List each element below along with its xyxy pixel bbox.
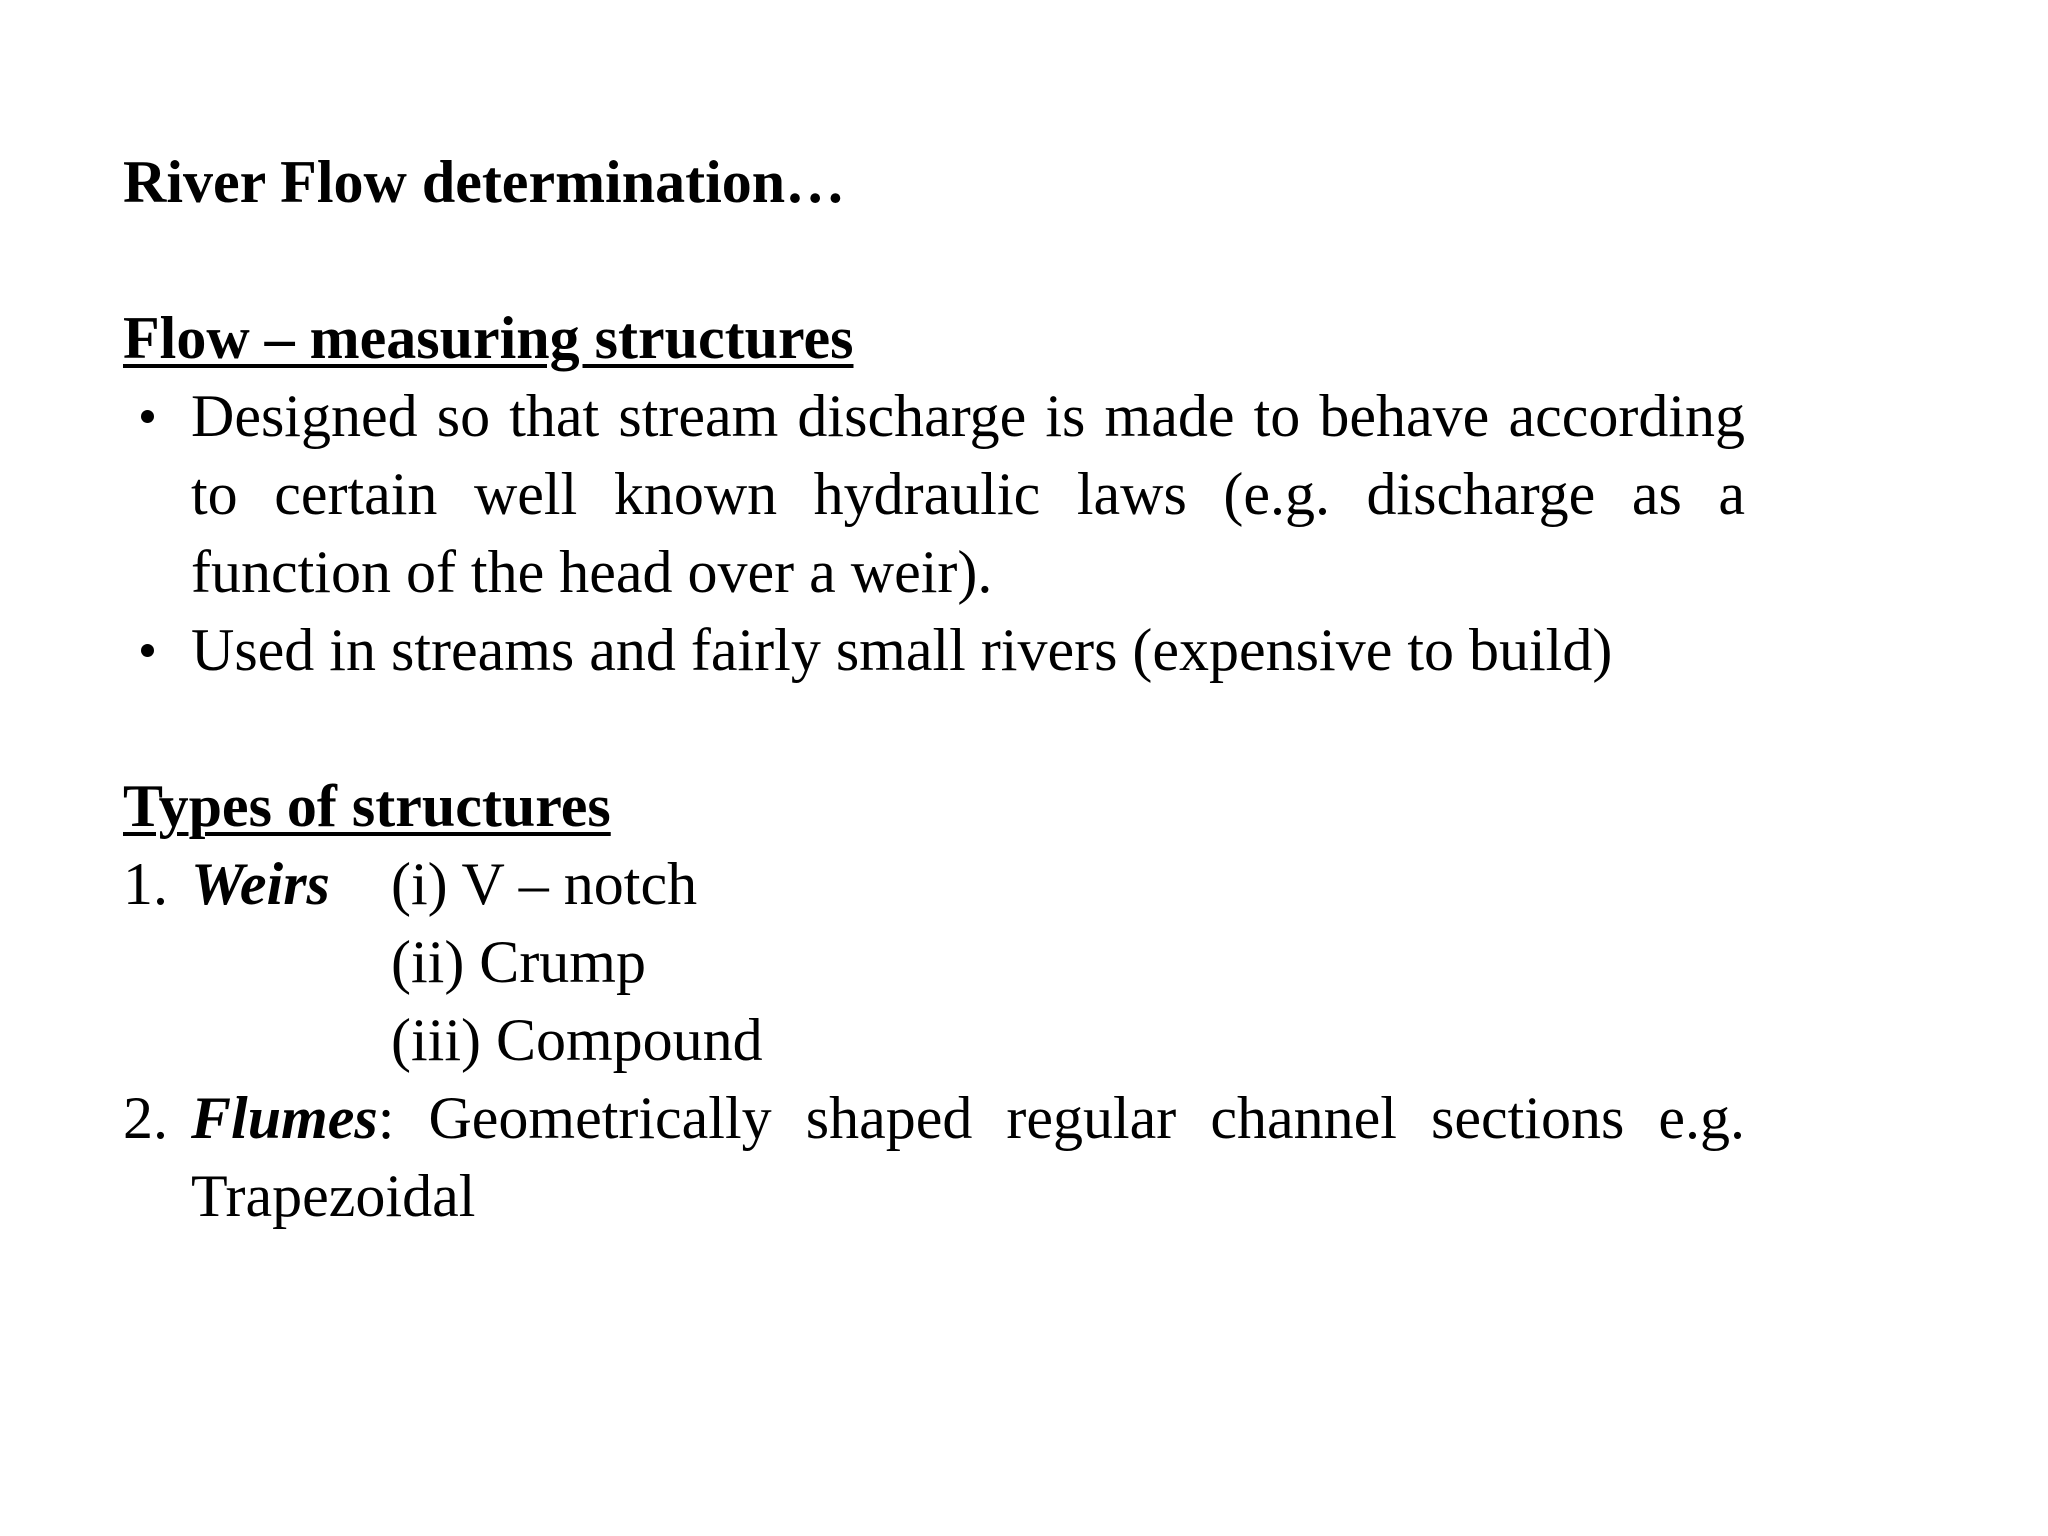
- document-page: [123, 143, 1745, 1235]
- list-item-weirs: [123, 845, 1745, 1079]
- flumes-label: Flumes: [191, 1085, 378, 1151]
- bullet-list: [123, 377, 1745, 689]
- item-number: 2.: [123, 1085, 168, 1151]
- bullet-icon: [141, 644, 154, 657]
- spacer: [123, 221, 1745, 299]
- section-heading-flow-measuring: Flow – measuring structures: [123, 305, 854, 371]
- weir-type: (iii) Compound: [391, 1007, 763, 1073]
- bullet-text: Designed so that stream discharge is made to behave according to certain well known hydraulic laws (e.g. discharge as a function of the head over a weir).: [191, 383, 1745, 605]
- spacer: [123, 689, 1745, 767]
- list-item-flumes: [123, 1079, 1745, 1235]
- bullet-icon: [141, 410, 154, 423]
- numbered-list: [123, 845, 1745, 1235]
- page-title: River Flow determination…: [123, 149, 846, 215]
- flumes-text: Geometrically shaped regular channel sections e.g. Trapezoidal: [191, 1085, 1745, 1229]
- weir-types-list: [391, 845, 763, 1079]
- bullet-text: Used in streams and fairly small rivers (expensive to build): [191, 617, 1613, 683]
- weir-type: (i) V – notch: [391, 851, 698, 917]
- item-number: 1.: [123, 851, 168, 917]
- flumes-separator: :: [377, 1085, 395, 1151]
- bullet-item: [123, 611, 1745, 689]
- weirs-label: Weirs: [191, 851, 330, 917]
- weir-type: (ii) Crump: [391, 929, 646, 995]
- section-heading-types: Types of structures: [123, 773, 611, 839]
- bullet-item: [123, 377, 1745, 611]
